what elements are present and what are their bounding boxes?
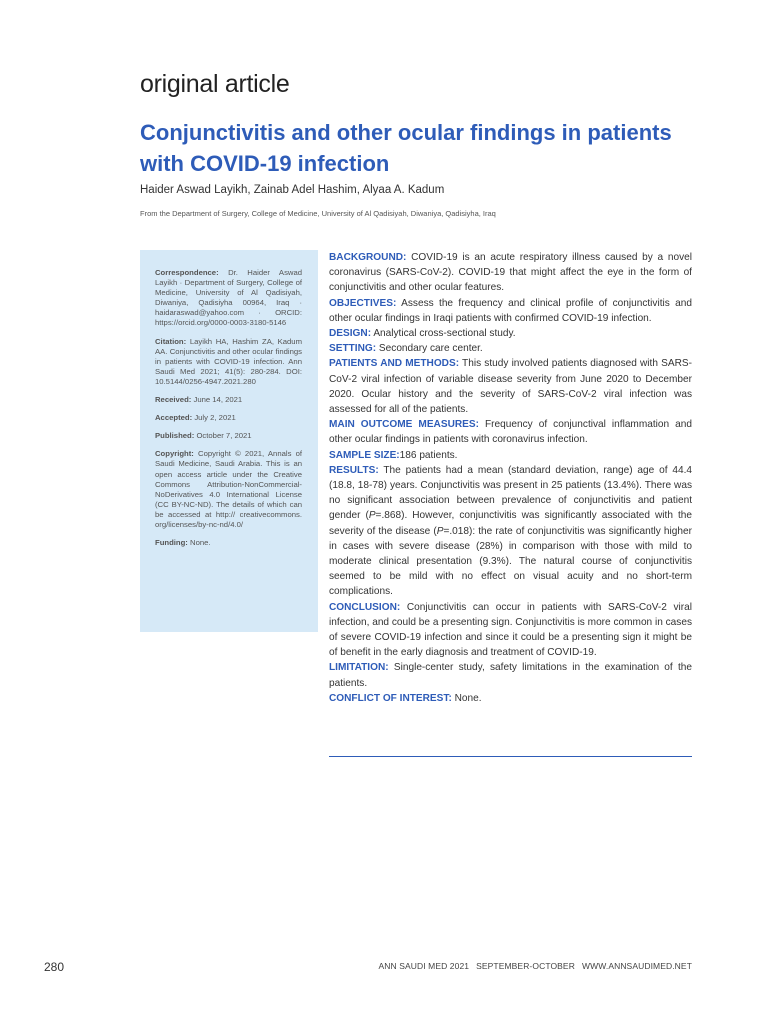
footer-issue: SEPTEMBER-OCTOBER (476, 961, 575, 971)
abstract-conclusion (329, 600, 692, 661)
sample-size-heading: SAMPLE SIZE: (329, 449, 400, 461)
received-block (155, 395, 302, 405)
results-text: The patients had a mean (standard deviation, range) age of 44.4 (18.8, 18-78) years. Conjunctivitis was present in 25 patients (13.4%). There was no significant association between prevalence of conjunctivitis and patient gender ( (329, 464, 692, 522)
correspondence-block (155, 268, 302, 329)
conflict-heading: CONFLICT OF INTEREST: (329, 692, 452, 704)
abstract-divider (329, 756, 692, 757)
funding-text: None. (190, 538, 211, 548)
setting-heading: SETTING: (329, 343, 377, 355)
setting-text: Secondary care center. (378, 343, 483, 355)
patients-methods-heading: PATIENTS AND METHODS: (329, 358, 460, 370)
accepted-block (155, 413, 302, 423)
outcome-measures-text: Frequency of conjunctival inflammation and other ocular findings in patients with coronavirus infection. (329, 419, 692, 446)
funding-block (155, 538, 302, 548)
accepted-date: July 2, 2021 (194, 413, 236, 423)
abstract-setting (329, 341, 692, 356)
conclusion-text: Conjunctivitis can occur in patients with SARS-CoV-2 viral infection, and could be a presenting sign. Conjunctivitis is more common in cases of severe COVID-19 infection and since it could be a presenting sign it might be of benefit in the early diagnosis and treatment of COVID-19. (329, 601, 693, 659)
design-heading: DESIGN: (329, 328, 372, 340)
design-text: Analytical cross-sectional study. (373, 328, 516, 340)
abstract-limitation (329, 660, 692, 690)
published-block (155, 431, 302, 441)
abstract-background (329, 250, 692, 296)
article-info-sidebar (140, 250, 318, 632)
correspondence-text: Dr. Haider Aswad Layikh · Department of Surgery, College of Medicine, University of Al Qadisiyah, Diwaniya, Qadisiyha 00964, Iraq · haidaraswad@yahoo.com · ORCID: https://orcid.org/0000-0003-3180-5146 (155, 268, 303, 328)
page-number: 280 (44, 960, 65, 974)
footer-website: WWW.ANNSAUDIMED.NET (581, 961, 692, 971)
funding-label: Funding: (155, 538, 188, 548)
p-value-symbol: P (368, 510, 376, 522)
conflict-text: None. (454, 692, 482, 704)
copyright-text: Copyright © 2021, Annals of Saudi Medicine, Saudi Arabia. This is an open access article under the Creative Commons Attribution-NonCommercial-NoDerivatives 4.0 International License (CC BY-NC-ND). The details of which can be accessed at http:// creativecommons. org/licenses/by-nc-nd/4.0/ (155, 449, 302, 529)
article-title: Conjunctivitis and other ocular findings in patients with COVID-19 infection (140, 120, 672, 176)
objectives-heading: OBJECTIVES: (329, 297, 397, 309)
structured-abstract (329, 250, 692, 706)
citation-label: Citation: (155, 336, 187, 346)
abstract-results (329, 463, 692, 600)
abstract-conflict (329, 691, 692, 706)
limitation-heading: LIMITATION: (329, 662, 389, 674)
abstract-design (329, 326, 692, 341)
published-label: Published: (155, 431, 195, 441)
outcome-measures-heading: MAIN OUTCOME MEASURES: (329, 419, 479, 431)
results-heading: RESULTS: (329, 464, 379, 476)
conclusion-heading: CONCLUSION: (329, 601, 401, 613)
limitation-text: Single-center study, safety limitations in the examination of the patients. (329, 662, 692, 689)
results-text: =.868). However, conjunctivitis was significantly associated with the severity of the disease ( (329, 510, 692, 537)
copyright-label: Copyright: (155, 449, 194, 459)
author-list: Haider Aswad Layikh, Zainab Adel Hashim, Alyaa A. Kadum (140, 184, 445, 196)
received-date: June 14, 2021 (193, 395, 243, 405)
author-affiliation: From the Department of Surgery, College of Medicine, University of Al Qadisiyah, Diwaniya, Qadisiyha, Iraq (140, 209, 496, 218)
citation-text: Layikh HA, Hashim ZA, Kadum AA. Conjunctivitis and other ocular findings in patients with COVID-19 infection. Ann Saudi Med 2021; 41(5): 280-284. DOI: 10.5144/0256-4947.2021.280 (155, 336, 302, 386)
received-label: Received: (155, 395, 192, 405)
results-text: =.018): the rate of conjunctivitis was significantly higher in cases with severe disease (28%) in comparison with those with mild to moderate clinical presentation (9.3%). The natural course of conjunctivitis seemed to be mild with no effect on visual acuity and no short-term complications. (329, 525, 692, 598)
abstract-outcome-measures (329, 417, 692, 447)
objectives-text: Assess the frequency and clinical profile of conjunctivitis and other ocular findings in Iraqi patients with confirmed COVID-19 infection. (329, 297, 693, 324)
correspondence-label: Correspondence: (155, 268, 219, 277)
accepted-label: Accepted: (155, 413, 193, 423)
published-date: October 7, 2021 (196, 431, 252, 441)
running-footer (372, 961, 693, 971)
copyright-block (155, 449, 302, 530)
patients-methods-text: This study involved patients diagnosed with SARS-CoV-2 viral infection of variable disease severity from June 2020 to December 2020. Ocular history and the severity of SARS-CoV-2 viral infection was assessed for all of the patients. (329, 358, 692, 416)
sample-size-text: 186 patients. (399, 449, 458, 461)
abstract-objectives (329, 296, 692, 326)
p-value-symbol: P (436, 525, 444, 537)
background-heading: BACKGROUND: (329, 252, 407, 263)
article-type-label: original article (140, 70, 290, 98)
footer-journal: ANN SAUDI MED 2021 (378, 961, 470, 971)
abstract-sample-size (329, 448, 692, 463)
citation-block (155, 337, 302, 387)
background-text: COVID-19 is an acute respiratory illness caused by a novel coronavirus (SARS-CoV-2). COVID-19 that might affect the eye in the form of conjunctivitis and other ocular features. (329, 252, 692, 294)
abstract-patients-methods (329, 356, 692, 417)
